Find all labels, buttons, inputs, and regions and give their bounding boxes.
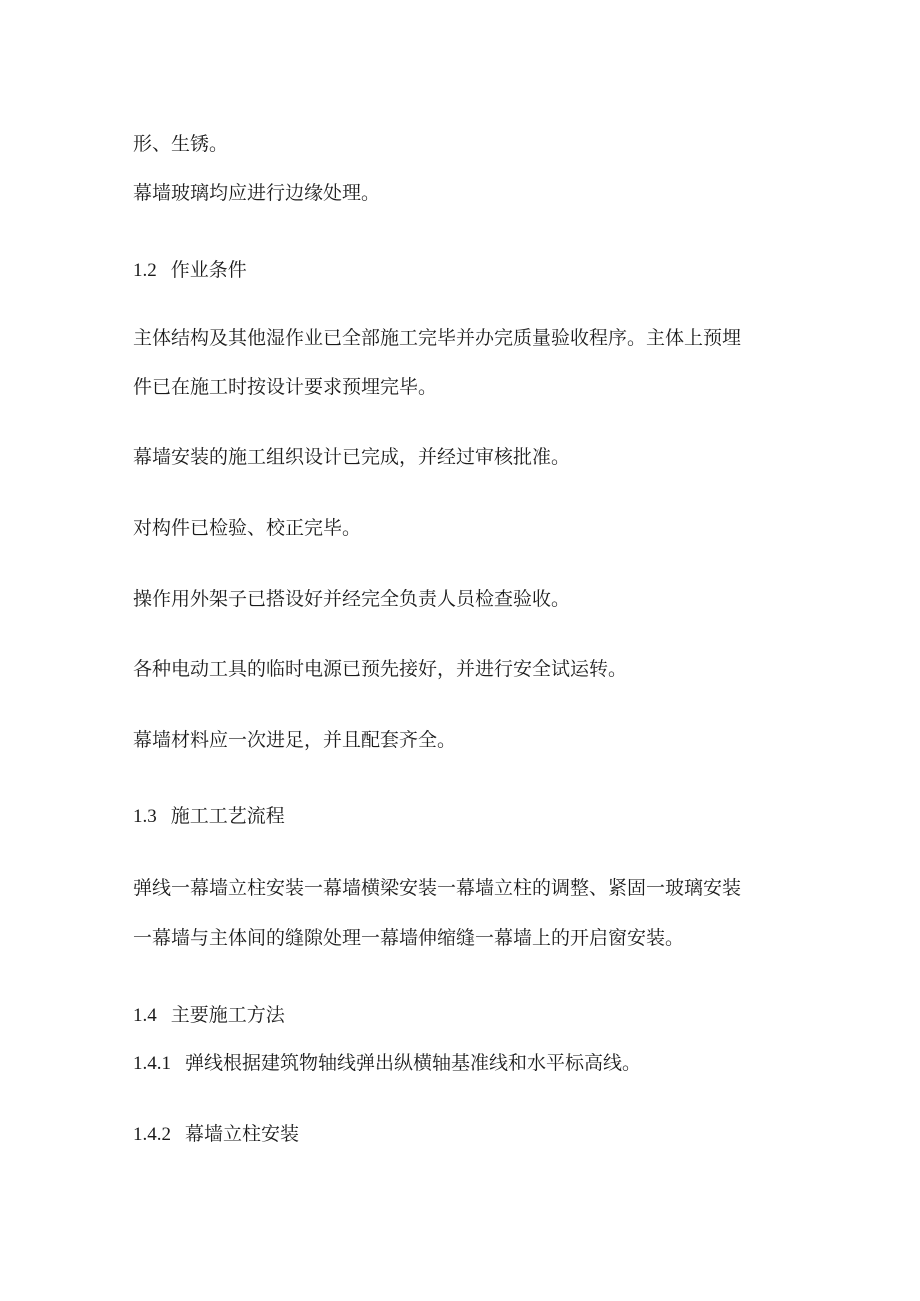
heading-text: 弹线根据建筑物轴线弹出纵横轴基准线和水平标高线。: [185, 1052, 642, 1074]
paragraph-materials: 幕墙材料应一次进足，并且配套齐全。: [133, 729, 457, 751]
heading-number: 1.4.1: [133, 1053, 171, 1074]
paragraph-main-structure-line2: 件已在施工时按设计要求预埋完毕。: [133, 376, 438, 398]
paragraph-glass-edge: 幕墙玻璃均应进行边缘处理。: [133, 182, 381, 204]
heading-number: 1.2: [133, 260, 157, 281]
heading-text: 作业条件: [170, 259, 247, 281]
heading-number: 1.3: [133, 806, 157, 827]
paragraph-component-inspection: 对构件已检验、校正完毕。: [133, 517, 362, 539]
heading-text: 施工工艺流程: [170, 805, 285, 827]
heading-text: 幕墙立柱安装: [185, 1123, 300, 1145]
paragraph-process-flow-line2: 一幕墙与主体间的缝隙处理一幕墙伸缩缝一幕墙上的开启窗安装。: [133, 927, 685, 949]
heading-number: 1.4: [133, 1005, 157, 1026]
paragraph-scaffold: 操作用外架子已搭设好并经完全负责人员检查验收。: [133, 588, 571, 610]
heading-text: 主要施工方法: [170, 1004, 285, 1026]
heading-1-4-2: [133, 1122, 299, 1147]
paragraph-power-tools: 各种电动工具的临时电源已预先接好，并进行安全试运转。: [133, 658, 628, 680]
heading-number: 1.4.2: [133, 1124, 171, 1145]
heading-1-2: [133, 258, 247, 283]
paragraph-continued: 形、生锈。: [133, 133, 229, 155]
heading-1-3: [133, 804, 285, 829]
paragraph-construction-design: 幕墙安装的施工组织设计已完成，并经过审核批准。: [133, 446, 571, 468]
heading-1-4: [133, 1003, 285, 1028]
paragraph-process-flow-line1: 弹线一幕墙立柱安装一幕墙横梁安装一幕墙立柱的调整、紧固一玻璃安装: [133, 877, 742, 899]
paragraph-main-structure-line1: 主体结构及其他湿作业已全部施工完毕并办完质量验收程序。主体上预埋: [133, 327, 742, 349]
heading-1-4-1: [133, 1051, 641, 1076]
